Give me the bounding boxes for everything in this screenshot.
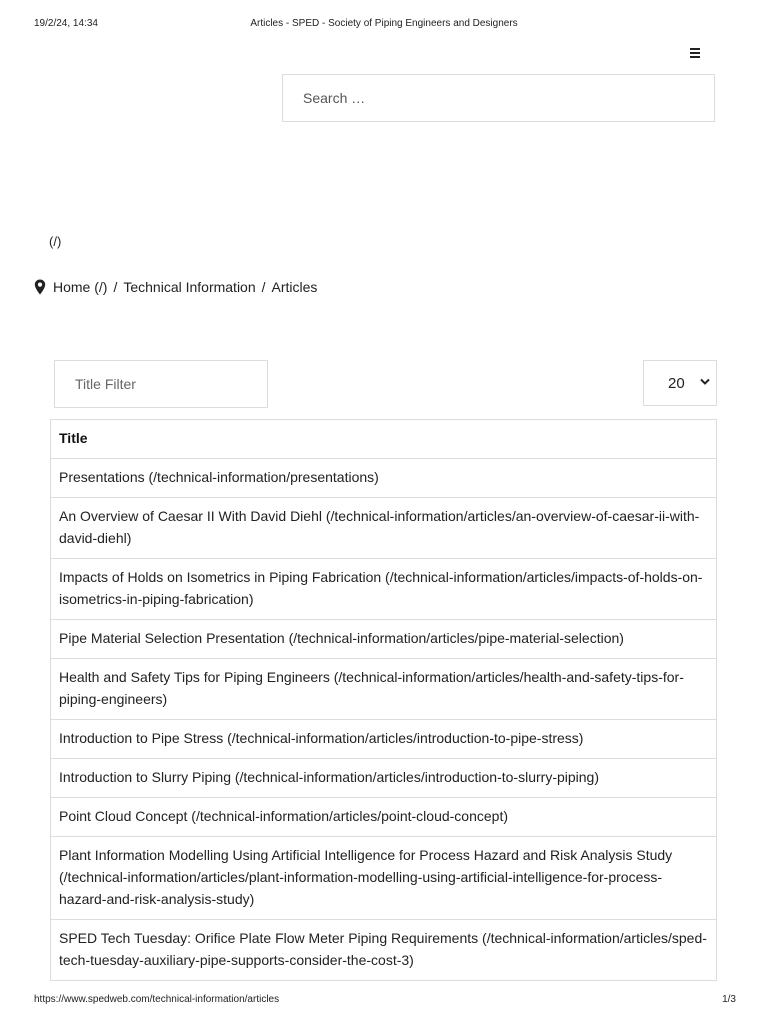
title-filter-input[interactable]	[55, 361, 267, 407]
table-cell	[51, 920, 717, 981]
table-cell	[51, 620, 717, 659]
table-cell	[51, 659, 717, 720]
table-row	[51, 920, 717, 981]
table-cell	[51, 559, 717, 620]
search-box	[282, 74, 715, 122]
breadcrumb-technical-information[interactable]: Technical Information	[123, 279, 256, 295]
title-filter-box	[54, 360, 268, 408]
table-cell	[51, 459, 717, 498]
table-cell	[51, 720, 717, 759]
column-header-title[interactable]: Title	[51, 420, 717, 459]
print-header	[0, 18, 768, 32]
table-header-row	[51, 420, 717, 459]
table-row	[51, 720, 717, 759]
table-row	[51, 659, 717, 720]
home-logo-link[interactable]: (/)	[49, 234, 62, 249]
breadcrumb-home[interactable]: Home (/)	[53, 279, 108, 295]
article-link[interactable]: Health and Safety Tips for Piping Engineers (/technical-information/articles/health-and-safety-tips-for-piping-engineers)	[59, 669, 684, 707]
table-row	[51, 798, 717, 837]
map-pin-icon	[34, 279, 46, 295]
article-link[interactable]: Plant Information Modelling Using Artificial Intelligence for Process Hazard and Risk Analysis Study (/technical-information/articles/plant-information-modelling-using-artificial-intelligence-for-process-hazard-and-risk-analysis-study)	[59, 847, 673, 907]
hamburger-icon[interactable]	[690, 46, 704, 60]
breadcrumb	[34, 278, 317, 296]
page-size-select[interactable]	[643, 360, 717, 406]
breadcrumb-separator: /	[261, 279, 266, 295]
search-input[interactable]	[283, 75, 714, 121]
breadcrumb-separator: /	[113, 279, 118, 295]
print-url: https://www.spedweb.com/technical-information/articles	[34, 994, 280, 1005]
articles-table	[50, 419, 717, 981]
article-link[interactable]: Impacts of Holds on Isometrics in Piping Fabrication (/technical-information/articles/impacts-of-holds-on-isometrics-in-piping-fabrication)	[59, 569, 703, 607]
table-row	[51, 837, 717, 920]
print-datetime: 19/2/24, 14:34	[34, 18, 98, 29]
print-page-title: Articles - SPED - Society of Piping Engineers and Designers	[250, 18, 518, 29]
table-row	[51, 620, 717, 659]
page-size-value: 20	[668, 374, 685, 392]
table-row	[51, 498, 717, 559]
page-indicator: 1/3	[722, 994, 736, 1005]
chevron-down-icon	[700, 378, 710, 386]
article-link[interactable]: Presentations (/technical-information/presentations)	[59, 469, 379, 485]
table-row	[51, 759, 717, 798]
article-link[interactable]: Introduction to Pipe Stress (/technical-information/articles/introduction-to-pipe-stress)	[59, 730, 584, 746]
table-cell	[51, 498, 717, 559]
article-link[interactable]: SPED Tech Tuesday: Orifice Plate Flow Meter Piping Requirements (/technical-information/articles/sped-tech-tuesday-auxiliary-pipe-supports-consider-the-cost-3)	[59, 930, 707, 968]
article-link[interactable]: Pipe Material Selection Presentation (/technical-information/articles/pipe-material-selection)	[59, 630, 624, 646]
table-cell	[51, 759, 717, 798]
table-cell	[51, 837, 717, 920]
breadcrumb-current: Articles	[271, 279, 318, 295]
table-row	[51, 559, 717, 620]
article-link[interactable]: An Overview of Caesar II With David Diehl (/technical-information/articles/an-overview-of-caesar-ii-with-david-diehl)	[59, 508, 700, 546]
table-row	[51, 459, 717, 498]
table-cell	[51, 798, 717, 837]
article-link[interactable]: Point Cloud Concept (/technical-information/articles/point-cloud-concept)	[59, 808, 508, 824]
article-link[interactable]: Introduction to Slurry Piping (/technical-information/articles/introduction-to-slurry-piping)	[59, 769, 600, 785]
